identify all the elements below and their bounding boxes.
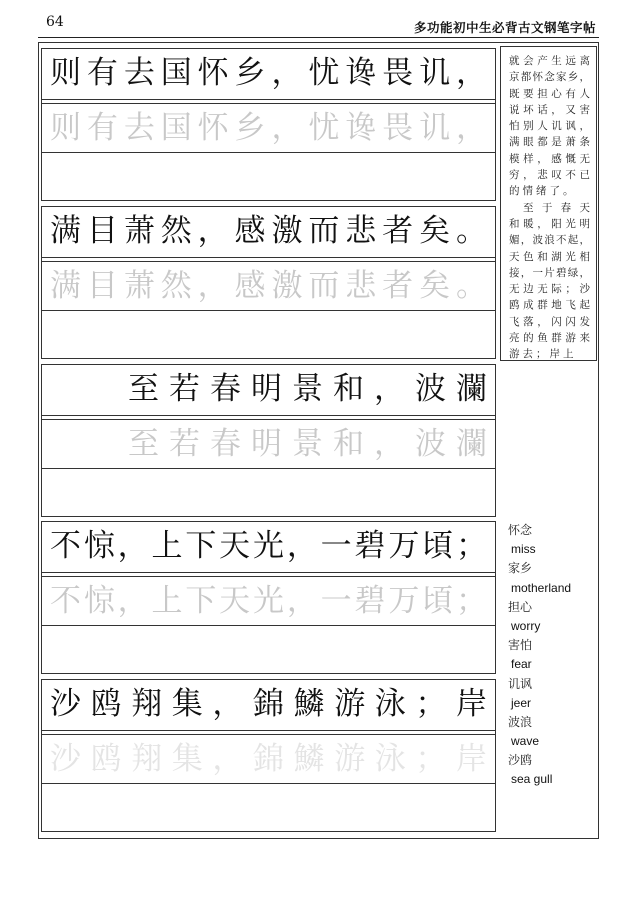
trace-text: 不惊，上下天光，一碧万頃；	[50, 583, 487, 619]
note-line: 满眼都是萧条	[509, 136, 590, 149]
note-line: 说坏话，又害	[509, 103, 590, 116]
translation-note	[500, 46, 597, 361]
practice-block-5	[41, 679, 496, 832]
note-line: 京都怀念家乡，	[509, 71, 590, 84]
model-row	[42, 49, 495, 100]
vocab-english: sea gull	[511, 772, 553, 787]
model-text: 至若春明景和，波瀾	[128, 371, 487, 407]
trace-text: 满目萧然，感激而悲者矣。	[50, 268, 487, 304]
practice-block-1	[41, 48, 496, 201]
trace-text: 则有去国怀乡，忧谗畏讥，	[50, 110, 487, 146]
blank-writing-row	[42, 311, 495, 358]
note-line: 既要担心有人	[509, 87, 590, 100]
model-text: 不惊，上下天光，一碧万頃；	[50, 528, 487, 564]
model-text: 则有去国怀乡，忧谗畏讥，	[50, 55, 487, 91]
blank-writing-row	[42, 469, 495, 516]
note-line: 就会产生远离	[509, 55, 590, 67]
note-line: 鸥成群地飞起	[509, 299, 590, 312]
model-row	[42, 365, 495, 416]
note-line: 的情绪了。	[509, 185, 577, 198]
trace-row	[42, 576, 495, 626]
blank-writing-row	[42, 626, 495, 673]
model-text: 沙鸥翔集，錦鱗游泳；岸	[50, 686, 487, 722]
vocab-english: motherland	[511, 580, 572, 595]
vocab-english: fear	[511, 657, 532, 672]
model-row	[42, 207, 495, 258]
practice-block-3	[41, 364, 496, 517]
note-line: 飞落，闪闪发	[509, 315, 590, 328]
vocabulary-list	[508, 521, 596, 790]
vocab-chinese: 担心	[508, 599, 533, 614]
vocab-chinese: 怀念	[508, 523, 533, 537]
vocab-english: miss	[511, 542, 536, 557]
vocab-chinese: 沙鸥	[508, 753, 533, 768]
note-line: 怕别人讥讽，	[509, 120, 590, 133]
note-line: 天色和湖光相	[509, 250, 590, 263]
vocab-english: worry	[511, 618, 541, 633]
vocab-english: jeer	[511, 695, 532, 710]
note-line: 穷，悲叹不已	[509, 169, 590, 182]
note-line: 游去；岸上	[509, 348, 577, 361]
book-title: 多功能初中生必背古文钢笔字帖	[413, 20, 596, 35]
note-line: 模样，感慨无	[509, 152, 590, 165]
note-line: 亮的鱼群游来	[509, 332, 590, 345]
note-line: 接，一片碧绿，	[509, 266, 590, 279]
model-row	[42, 680, 495, 731]
practice-block-2	[41, 206, 496, 359]
note-line: 至于春天	[523, 201, 590, 214]
trace-row	[42, 734, 495, 784]
page-number: 64	[46, 14, 64, 30]
blank-writing-row	[42, 153, 495, 200]
trace-row	[42, 103, 495, 153]
vocab-english: wave	[511, 734, 540, 749]
trace-row	[42, 261, 495, 311]
model-text: 满目萧然，感激而悲者矣。	[50, 213, 487, 249]
vocab-chinese: 波浪	[508, 714, 533, 729]
vocab-chinese: 害怕	[508, 638, 533, 653]
note-line: 媚，波浪不起，	[509, 234, 590, 247]
practice-block-4	[41, 521, 496, 674]
vocab-chinese: 家乡	[508, 561, 533, 576]
note-line: 无边无际；沙	[509, 283, 590, 296]
trace-row	[42, 419, 495, 469]
blank-writing-row	[42, 784, 495, 831]
header-rule	[38, 37, 599, 38]
vocab-chinese: 讥讽	[508, 676, 533, 691]
note-line: 和暖，阳光明	[509, 217, 590, 230]
trace-text: 沙鸥翔集，錦鱗游泳；岸	[50, 741, 487, 777]
model-row	[42, 522, 495, 573]
trace-text: 至若春明景和，波瀾	[128, 426, 487, 462]
